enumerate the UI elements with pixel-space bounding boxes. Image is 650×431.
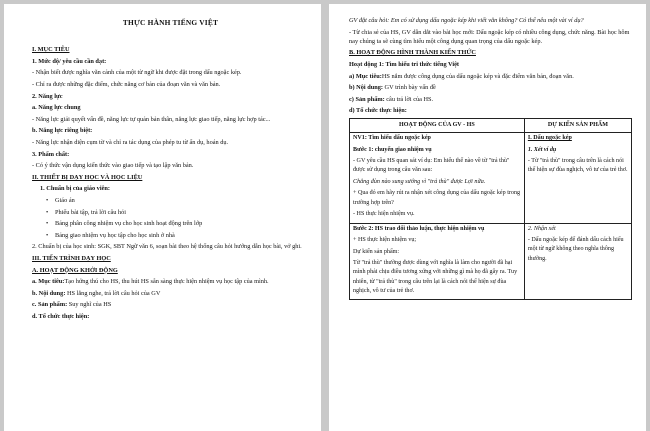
label: b. Nội dung: <box>32 289 66 297</box>
paragraph: - Có ý thức vận dụng kiến thức vào giao tiếp và tạo lập văn bản. <box>32 162 194 170</box>
value: Suy nghĩ của HS <box>68 301 112 309</box>
heading-equipment: II. THIẾT BỊ DẠY HỌC VÀ HỌC LIỆU <box>32 173 143 181</box>
product-heading: I. Dấu ngoặc kép <box>527 135 572 142</box>
value: Tạo hứng thú cho HS, thu hút HS sẵn sàng thực hiện nhiệm vụ học tập của mình. <box>64 278 269 286</box>
table-header-row <box>350 119 632 133</box>
goal-paragraph <box>32 277 309 286</box>
goal-paragraph <box>349 72 632 81</box>
label: a) Mục tiêu: <box>349 72 382 80</box>
task-title: NV1: Tìm hiểu dấu ngoặc kép <box>353 135 431 142</box>
student-prep-paragraph: 2. Chuẩn bị của học sinh: SGK, SBT Ngữ văn 6, soạn bài theo hệ thống câu hỏi hướng dẫn học bài, vở ghi. <box>32 243 302 251</box>
paragraph: - GV yêu cầu HS quan sát ví dụ: Em hiểu thế nào về từ "trả thù" được sử dụng trong câu văn sau: <box>353 158 510 174</box>
teacher-prep-list <box>32 196 309 240</box>
organize-label: d) Tổ chức thực hiện: <box>349 107 407 115</box>
document-page-left <box>4 4 321 431</box>
document-title: THỰC HÀNH TIẾNG VIỆT <box>122 18 219 27</box>
paragraph: - Từ "trả thù" trong câu trên là cách nói thể hiện sự đùa nghịch, vô tư của trẻ thơ. <box>527 158 628 174</box>
heading-activity-1: Hoạt động 1: Tìm hiểu tri thức tiếng Việt <box>349 61 460 69</box>
table-row <box>350 133 632 223</box>
content-paragraph <box>32 289 309 298</box>
table-row <box>350 223 632 300</box>
paragraph: - Nhận biết được nghĩa văn cảnh của một từ ngữ khi được đặt trong dấu ngoặc kép. <box>32 69 242 77</box>
heading-process: III. TIẾN TRÌNH DẠY HỌC <box>32 254 111 262</box>
paragraph: Từ "trả thù" thường được dùng với nghĩa là làm cho người đã hại mình phải chịu điều tương xứng với những gì mà họ đã gây ra. Tuy nhiên, từ "trả thù" trong câu trên lại là cách nói thể hiện sự đùa nghịch, vô tư của trẻ thơ. <box>353 260 518 294</box>
product-subheading: 1. Xét ví dụ <box>527 146 557 153</box>
label: c) Sản phẩm: <box>349 95 385 103</box>
value: HS nắm được công dụng của dấu ngoặc kép và đặc điểm văn bản, đoạn văn. <box>381 72 574 80</box>
value: HS lắng nghe, trả lời câu hỏi của GV <box>67 289 161 297</box>
paragraph: Dự kiến sản phẩm: <box>353 248 400 255</box>
label: a. Mục tiêu: <box>32 278 65 286</box>
paragraph: - Dấu ngoặc kép để đánh dấu cách hiểu một từ ngữ không theo nghĩa thông thường. <box>527 237 624 262</box>
table-cell-activity <box>350 223 525 300</box>
paragraph: - Năng lực nhận diện cụm từ và chỉ ra tác dụng của phép tu từ ẩn dụ, hoán dụ. <box>32 139 229 147</box>
table-header-cell: DỰ KIẾN SẢN PHẨM <box>524 119 631 133</box>
paragraph: - Chỉ ra được những đặc điểm, chức năng cơ bản của đoạn văn và văn bản. <box>32 81 221 89</box>
label: c. Sản phẩm: <box>32 301 68 309</box>
document-page-right <box>329 4 646 431</box>
product-paragraph <box>349 95 632 104</box>
product-subheading: 2. Nhận xét <box>527 225 556 232</box>
value: GV trình bày vấn đề <box>384 84 436 92</box>
heading-competence: 2. Năng lực <box>32 92 63 100</box>
paragraph: + HS thực hiện nhiệm vụ; <box>353 237 417 244</box>
table-cell-product <box>524 133 631 223</box>
list-item: • Bảng giao nhiệm vụ học tập cho học sinh ở nhà <box>46 231 309 240</box>
heading-objectives: I. MỤC TIÊU <box>32 46 70 54</box>
table-header-cell: HOẠT ĐỘNG CỦA GV - HS <box>350 119 525 133</box>
heading-specific-competence: b. Năng lực riêng biệt: <box>32 127 93 135</box>
paragraph: + Qua đó em hãy rút ra nhận xét công dụng của dấu ngoặc kép trong trường hợp trên? <box>353 190 521 206</box>
step-title: Bước 1: chuyển giao nhiệm vụ <box>353 146 432 153</box>
example-sentence: Chẳng đùn nào sung sướng vì "trả thù" được Lợi nữa. <box>353 178 486 185</box>
paragraph: - Năng lực giải quyết vấn đề, năng lực tự quản bản thân, năng lực giao tiếp, năng lực hợp tác... <box>32 115 271 123</box>
value: câu trả lời của HS. <box>386 95 434 103</box>
content-paragraph <box>349 83 632 92</box>
table-cell-product <box>524 223 631 300</box>
list-item: • Phiếu bài tập, trả lời câu hỏi <box>46 208 309 217</box>
organize-label: d. Tổ chức thực hiện: <box>32 312 90 320</box>
list-item: • Giáo án <box>46 196 309 205</box>
heading-teacher-prep: 1. Chuẩn bị của giáo viên: <box>40 185 110 193</box>
heading-qualities: 3. Phẩm chất: <box>32 150 70 158</box>
table-cell-activity <box>350 133 525 223</box>
paragraph: - Từ chia sẻ của HS, GV dẫn dắt vào bài học mới: Dấu ngoặc kép có nhiều công dụng, chức năng. Bài học hôm nay chúng ta sẽ cùng tìm hiểu một công dụng quan trọng của dấu ngoặc kép. <box>349 28 630 45</box>
heading-knowledge: B. HOẠT ĐỘNG HÌNH THÀNH KIẾN THỨC <box>349 49 476 57</box>
product-paragraph <box>32 300 309 309</box>
label: b) Nội dung: <box>349 84 383 92</box>
step-title: Bước 2: HS trao đổi thảo luận, thực hiện nhiệm vụ <box>353 225 485 232</box>
activity-table <box>349 118 632 300</box>
heading-warmup: A. HOẠT ĐỘNG KHỞI ĐỘNG <box>32 266 118 274</box>
paragraph: - HS thực hiện nhiệm vụ. <box>353 211 415 218</box>
question-paragraph: GV đặt câu hỏi: Em có sử dụng dấu ngoặc kép khi viết văn không? Có thể nêu một vài ví dụ? <box>349 17 584 24</box>
list-item: • Bảng phân công nhiệm vụ cho học sinh hoạt động trên lớp <box>46 219 309 228</box>
heading-requirements: 1. Mức độ/ yêu cầu cần đạt: <box>32 57 107 65</box>
heading-general-competence: a. Năng lực chung <box>32 104 81 112</box>
